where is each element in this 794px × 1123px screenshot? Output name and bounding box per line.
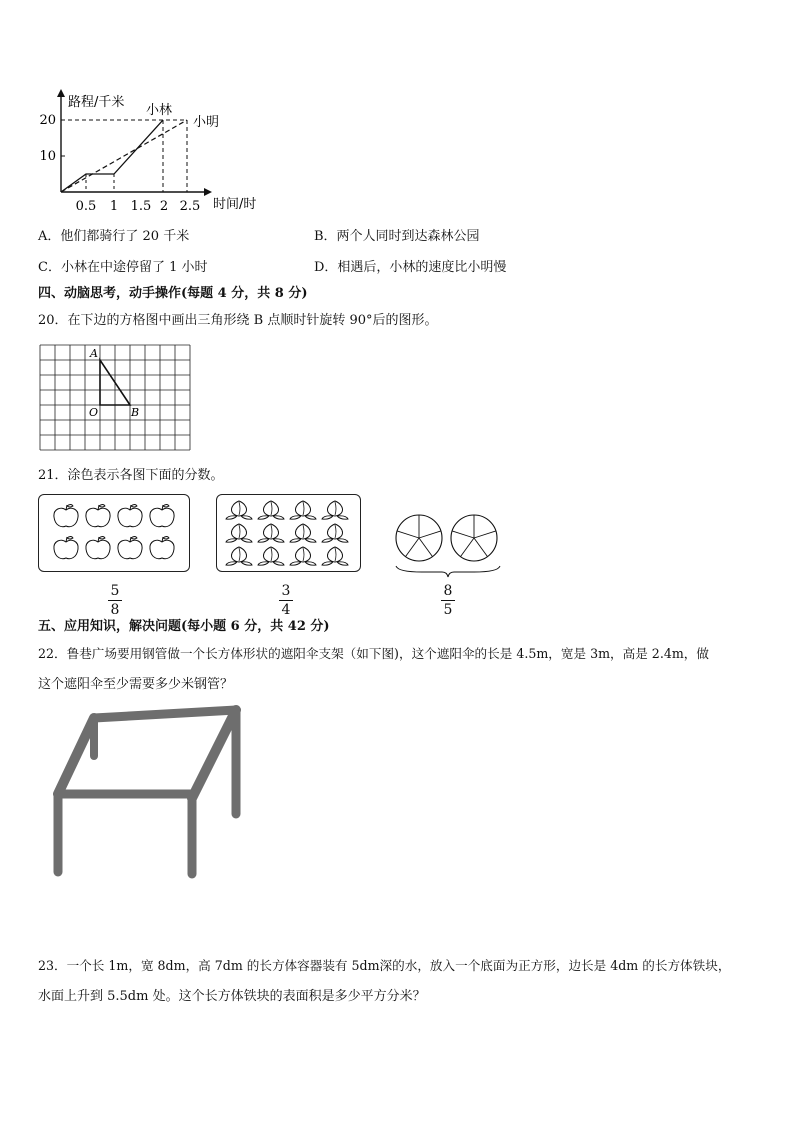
x-tick-0-5: 0.5 xyxy=(75,199,97,214)
peach-icon xyxy=(226,524,252,542)
peach-icon xyxy=(290,547,316,565)
y-axis-arrow xyxy=(57,89,65,97)
x-axis-title: 时间/时 xyxy=(213,197,257,212)
label-a: A xyxy=(90,347,98,360)
apple-icon xyxy=(118,537,142,559)
apple-icon xyxy=(54,505,78,527)
q20-text: 20．在下边的方格图中画出三角形绕 B 点顺时针旋转 90°后的图形。 xyxy=(38,313,438,328)
peach-icon xyxy=(226,547,252,565)
option-d: D．相遇后，小林的速度比小明慢 xyxy=(314,260,507,275)
xiaoming-label: 小明 xyxy=(193,115,220,130)
distance-time-graph xyxy=(30,88,270,218)
apple-icon xyxy=(54,537,78,559)
peach-icon xyxy=(226,501,252,519)
peach-icon xyxy=(258,524,284,542)
apple-icon xyxy=(150,505,174,527)
pie-circle-2 xyxy=(451,515,497,561)
brace xyxy=(396,566,500,577)
q20-grid xyxy=(38,342,198,454)
apple-icon xyxy=(86,505,110,527)
apple-icon xyxy=(86,537,110,559)
q23-line1: 23．一个长 1m，宽 8dm，高 7dm 的长方体容器装有 5dm深的水，放入一个底面为正方形，边长是 4dm 的长方体铁块， xyxy=(38,958,731,973)
x-tick-2: 2 xyxy=(159,199,169,214)
pie-circle-1 xyxy=(396,515,442,561)
apple-icon xyxy=(118,505,142,527)
q22-line1: 22．鲁巷广场要用钢管做一个长方体形状的遮阳伞支架（如下图)，这个遮阳伞的长是 4.5m，宽是 3m，高是 2.4m，做 xyxy=(38,646,709,661)
y-tick-20: 20 xyxy=(39,113,56,128)
option-c: C．小林在中途停留了 1 小时 xyxy=(38,260,208,275)
xiaoming-line xyxy=(61,120,187,192)
label-b: B xyxy=(131,406,140,419)
peach-icon xyxy=(258,547,284,565)
x-tick-2-5: 2.5 xyxy=(179,199,201,214)
apple-icon xyxy=(150,537,174,559)
canopy-frame-image xyxy=(44,702,248,886)
section-5-title: 五、应用知识，解决问题(每小题 6 分，共 42 分) xyxy=(38,619,330,634)
peach-icon xyxy=(290,524,316,542)
q23-line2: 水面上升到 5.5dm 处。这个长方体铁块的表面积是多少平方分米？ xyxy=(38,989,426,1004)
section-4-title: 四、动脑思考，动手操作(每题 4 分，共 8 分) xyxy=(38,286,308,301)
peach-icon xyxy=(322,501,348,519)
option-b: B．两个人同时到达森林公园 xyxy=(314,229,480,244)
peach-icon xyxy=(322,524,348,542)
peach-icon xyxy=(290,501,316,519)
x-tick-1-5: 1.5 xyxy=(130,199,152,214)
x-tick-1: 1 xyxy=(109,199,119,214)
q21-text: 21．涂色表示各图下面的分数。 xyxy=(38,468,224,483)
xiaolin-label: 小林 xyxy=(146,103,173,118)
fraction-8-5: 8 5 xyxy=(441,583,455,618)
pie-circles xyxy=(392,510,504,578)
peach-box xyxy=(216,494,361,572)
xiaolin-line xyxy=(61,120,163,192)
fraction-5-8: 5 8 xyxy=(108,583,122,618)
x-axis-arrow xyxy=(204,188,212,196)
peach-icon xyxy=(258,501,284,519)
fraction-3-4: 3 4 xyxy=(279,583,293,618)
q22-line2: 这个遮阳伞至少需要多少米钢管？ xyxy=(38,677,234,692)
label-o: O xyxy=(89,406,99,419)
y-axis-title: 路程/千米 xyxy=(68,95,125,110)
peach-icon xyxy=(322,547,348,565)
y-tick-10: 10 xyxy=(39,149,56,164)
option-a: A．他们都骑行了 20 千米 xyxy=(38,229,190,244)
apple-box xyxy=(38,494,190,572)
